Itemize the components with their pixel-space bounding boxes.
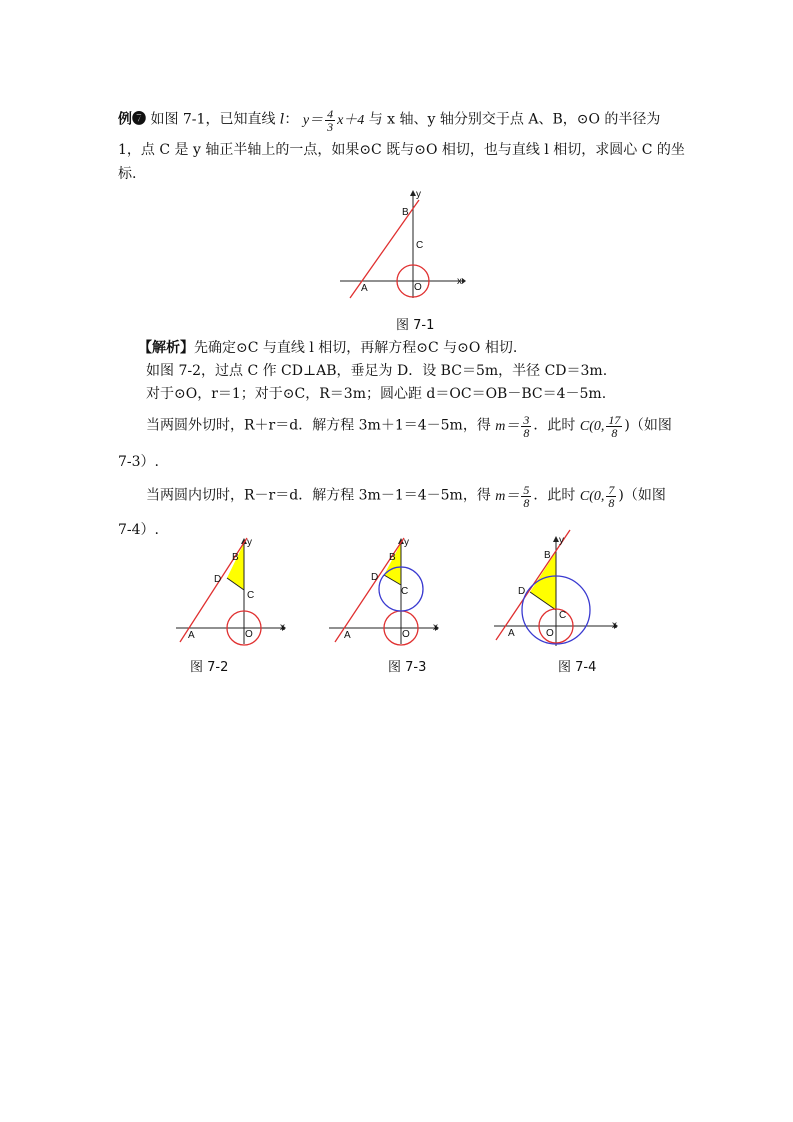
label-o: O [414,282,422,293]
line-name: l [279,111,285,128]
solution-p5-cont: 7-4）. [118,522,159,538]
caption-7-2: 图 7-2 [190,660,229,675]
triangle-bcd [227,543,244,590]
p4-mid: ．此时 [533,417,576,434]
label-y: y [404,537,409,548]
label-b: B [389,552,396,563]
label-d: D [214,574,222,585]
example-intro: 如图 7-1，已知直线 [150,111,276,128]
solution-p5 [146,484,706,509]
line-equation [302,107,365,134]
example-label: 例❼ [118,111,146,128]
label-b: B [544,550,551,561]
solution-p2: 如图 7-2，过点 C 作 CD⊥AB，垂足为 D．设 BC＝5m，半径 CD＝3m. [146,363,608,379]
p4-point-fraction [606,414,622,439]
label-a: A [508,628,515,639]
p5-fraction [521,484,531,509]
solution-p1: 先确定⊙C 与直线 l 相切，再解方程⊙C 与⊙O 相切. [194,340,518,356]
p5-point-lhs: C(0, [579,488,605,504]
label-y: y [559,535,564,546]
eq-den: 3 [327,120,334,134]
eq-fraction [325,108,335,133]
p5-end: )（如图 [618,487,666,504]
p5-m [495,483,533,510]
example-line-1: 例❼ 如图 7-1，已知直线 l： y＝ $\frac{4}{3}$ x＋4 与 x 轴、y 轴分别交于点 A、B，⊙O 的半径为 [118,107,661,134]
label-o: O [546,628,554,639]
p5-point-fraction [606,484,616,509]
figure-7-3 [327,538,442,648]
caption-7-1: 图 7-1 [396,318,435,333]
label-a: A [344,630,351,641]
solution-p4-cont: 7-3）. [118,454,159,470]
caption-7-3: 图 7-3 [388,660,427,675]
label-d: D [371,572,379,583]
label-a: A [361,283,368,294]
p5-den: 8 [523,496,530,510]
p4-num: 3 [523,413,530,427]
p4-text: 当两圆外切时，R＋r＝d．解方程 3m＋1＝4－5m，得 [146,417,491,434]
label-y: y [416,189,421,200]
label-x: x [612,620,617,631]
label-c: C [247,590,255,601]
p4-end: )（如图 [624,417,672,434]
p4-point-lhs: C(0, [579,418,605,434]
figure-7-1 [336,190,466,300]
label-o: O [402,629,410,640]
label-b: B [402,207,409,218]
solution-p4 [146,414,706,439]
p4-point-num: 17 [608,413,621,427]
eq-num: 4 [327,107,334,121]
caption-7-4: 图 7-4 [558,660,597,675]
label-x: x [280,622,285,633]
example-line-3: 标. [118,166,137,182]
p5-mid: ．此时 [533,487,576,504]
p5-point-num: 7 [608,483,615,497]
eq-rhs: x＋4 [337,112,365,128]
label-c: C [416,240,424,251]
solution-line-1 [138,338,698,358]
p4-m-lhs: m＝ [495,418,520,434]
figure-7-4 [492,530,622,650]
label-c: C [401,586,409,597]
p5-point-den: 8 [608,496,615,510]
label-x: x [457,276,462,287]
label-a: A [188,630,195,641]
solution-head: 【解析】 [138,340,194,356]
p4-den: 8 [523,426,530,440]
label-d: D [518,586,526,597]
p4-m [495,413,533,440]
eq-lhs: y＝ [302,112,324,128]
solution-p3: 对于⊙O，r＝1；对于⊙C，R＝3m；圆心距 d＝OC＝OB－BC＝4－5m. [146,386,607,402]
p4-fraction [521,414,531,439]
p5-point [579,483,619,510]
label-o: O [245,629,253,640]
example-line-2: 1，点 C 是 y 轴正半轴上的一点，如果⊙C 既与⊙O 相切，也与直线 l 相切，求圆心 C 的坐 [118,142,685,158]
p5-text: 当两圆内切时，R－r＝d．解方程 3m－1＝4－5m，得 [146,487,491,504]
p4-point-den: 8 [611,426,618,440]
example-intro-rest: 与 x 轴、y 轴分别交于点 A、B，⊙O 的半径为 [368,111,661,128]
label-x: x [433,622,438,633]
x-arrow-icon [462,278,466,284]
p5-m-lhs: m＝ [495,488,520,504]
label-y: y [247,537,252,548]
p4-point [579,413,625,440]
label-b: B [232,552,239,563]
p5-num: 5 [523,483,530,497]
figure-7-2 [174,538,289,648]
label-c: C [559,610,567,621]
